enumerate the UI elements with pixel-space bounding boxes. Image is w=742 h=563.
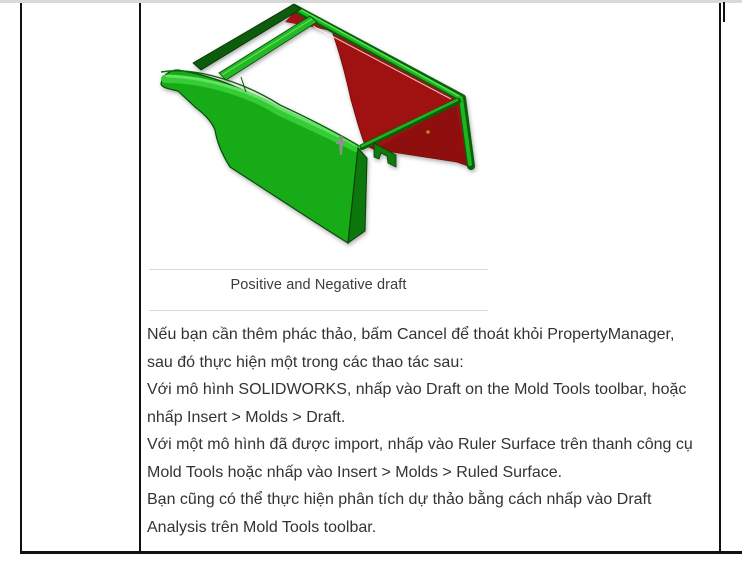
hole-dot (426, 130, 430, 134)
figure-caption: Positive and Negative draft (230, 277, 407, 293)
table-border-left (20, 3, 22, 553)
table-border-middle (139, 3, 141, 553)
body-text-block (147, 321, 722, 541)
table-border-bottom (20, 551, 742, 554)
text-cursor-mark (723, 2, 725, 22)
body-line: Với một mô hình đã được import, nhấp vào Ruler Surface trên thanh công cụ (147, 436, 693, 453)
body-line: sau đó thực hiện một trong các thao tác sau: (147, 353, 464, 371)
body-line: Nếu bạn cần thêm phác thảo, bấm Cancel để thoát khỏi PropertyManager, (147, 326, 675, 343)
draft-analysis-figure (145, 0, 497, 252)
body-line: nhấp Insert > Molds > Draft. (147, 408, 346, 426)
body-line: Mold Tools hoặc nhấp vào Insert > Molds > Ruled Surface. (147, 463, 563, 481)
body-line: Bạn cũng có thể thực hiện phân tích dự thảo bằng cách nhấp vào Draft (147, 491, 652, 508)
body-line: Với mô hình SOLIDWORKS, nhấp vào Draft on the Mold Tools toolbar, hoặc (147, 381, 687, 398)
caption-rule-top (149, 269, 488, 270)
caption-rule-bottom (149, 310, 488, 311)
body-line: Analysis trên Mold Tools toolbar. (147, 518, 377, 536)
